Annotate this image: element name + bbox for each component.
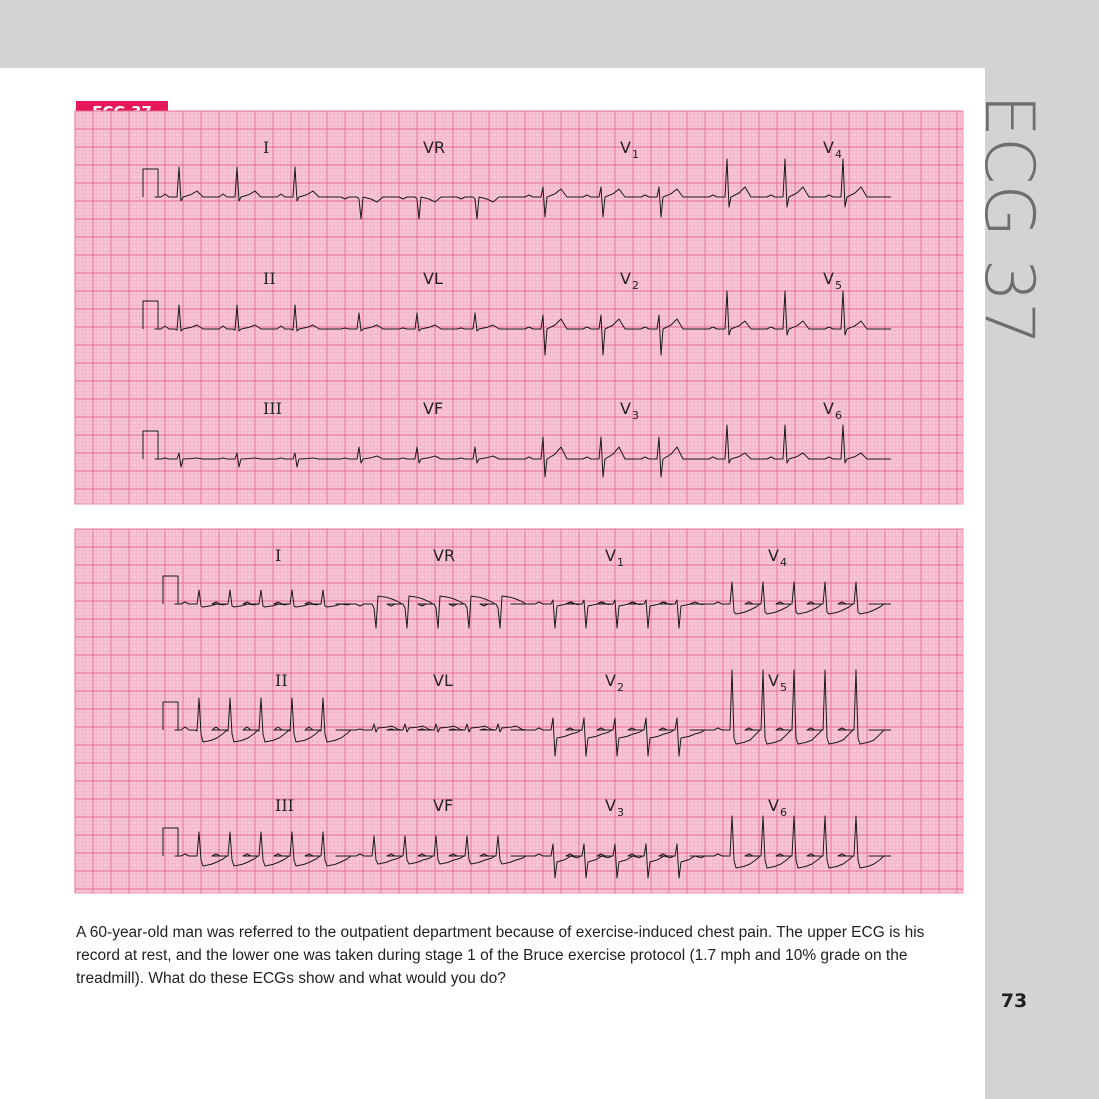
lead-label-vr: VR <box>433 546 456 565</box>
lead-label-i: I <box>263 138 270 157</box>
lead-label-subscript: 3 <box>616 806 624 819</box>
ecg-panel-upper <box>75 111 963 504</box>
lead-label-v6: $V_6$ <box>823 399 842 422</box>
lead-label-i: I <box>275 546 282 565</box>
page-number: 73 <box>1000 990 1028 1012</box>
lead-label-subscript: 3 <box>631 409 639 422</box>
lead-label-v4: $V_4$ <box>768 546 787 569</box>
lead-label-v5: $V_5$ <box>768 671 787 694</box>
lead-label-subscript: 6 <box>779 806 787 819</box>
lead-label-subscript: 6 <box>834 409 842 422</box>
lead-label-v4: $V_4$ <box>823 138 842 161</box>
grid-upper <box>75 111 963 504</box>
lead-label-v5: $V_5$ <box>823 269 842 292</box>
lead-label-subscript: 1 <box>631 148 639 161</box>
lead-label-vf: VF <box>433 796 454 815</box>
lead-label-vr: VR <box>423 138 446 157</box>
ecg-strip-lower <box>75 529 963 893</box>
lead-label-iii: III <box>263 399 282 418</box>
caption: A 60-year-old man was referred to the outpatient department because of exercise-induced chest pain. The upper ECG is his record at rest, and the lower one was taken during stage 1 of the Bruce exercise protocol (1.7 mph and 10% grade on the treadmill). What do these ECGs show and what would you do? <box>76 924 925 987</box>
lead-label-v3: $V_3$ <box>620 399 639 422</box>
lead-label-v6: $V_6$ <box>768 796 787 819</box>
lead-label-v2: $V_2$ <box>605 671 624 694</box>
side-title-text: ECG 37 <box>969 94 1048 346</box>
lead-label-iii: III <box>275 796 294 815</box>
lead-label-subscript: 2 <box>616 681 624 694</box>
lead-label-v1: $V_1$ <box>605 546 624 569</box>
lead-label-vl: VL <box>423 269 443 288</box>
ecg-panel-lower <box>75 529 963 893</box>
lead-label-subscript: 5 <box>834 279 842 292</box>
lead-label-v3: $V_3$ <box>605 796 624 819</box>
lead-label-ii: II <box>263 269 276 288</box>
grid-lower <box>75 529 963 893</box>
lead-label-subscript: 4 <box>779 556 787 569</box>
top-band <box>0 0 1099 68</box>
lead-label-ii: II <box>275 671 288 690</box>
lead-label-vl: VL <box>433 671 453 690</box>
lead-label-subscript: 4 <box>834 148 842 161</box>
lead-label-subscript: 1 <box>616 556 624 569</box>
lead-label-subscript: 5 <box>779 681 787 694</box>
ecg-strip-upper <box>75 111 963 504</box>
lead-label-v2: $V_2$ <box>620 269 639 292</box>
side-title <box>969 94 1050 346</box>
lead-label-subscript: 2 <box>631 279 639 292</box>
lead-label-v1: $V_1$ <box>620 138 639 161</box>
lead-label-vf: VF <box>423 399 444 418</box>
